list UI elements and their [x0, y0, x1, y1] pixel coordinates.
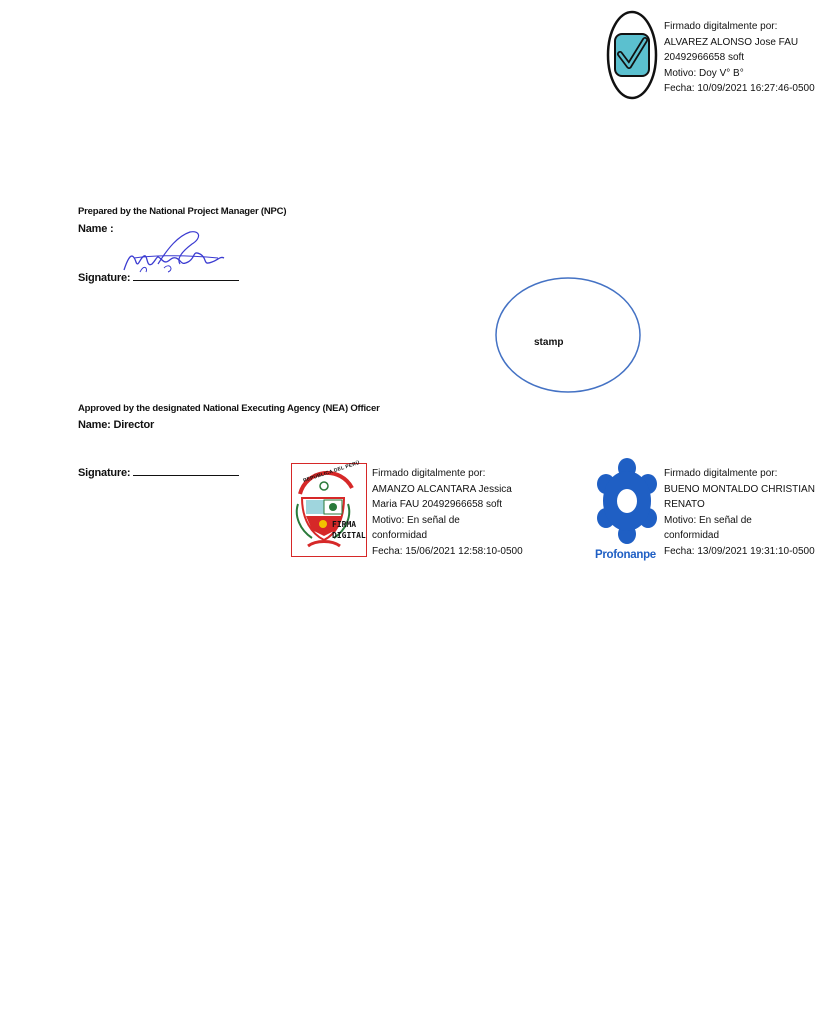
- prepared-signature-label: Signature:: [78, 272, 131, 284]
- mid-signature-text: [372, 466, 523, 559]
- prepared-signature-row: [78, 272, 239, 284]
- seal-word-2: DIGITAL: [332, 531, 366, 540]
- top-signature-text: [664, 19, 815, 97]
- seal-word-1: FIRMA: [332, 520, 357, 529]
- signature-line: ALVAREZ ALONSO Jose FAU: [664, 36, 799, 48]
- right-signature-text: [664, 466, 815, 559]
- profonanpe-wordmark: Profonanpe: [595, 549, 656, 561]
- firma-digital-seal: [291, 460, 367, 557]
- signature-line: Motivo: En señal de: [664, 514, 752, 526]
- stamp-area: [494, 276, 642, 394]
- prepared-heading: Prepared by the National Project Manager (NPC): [78, 206, 287, 217]
- approved-signature-label: Signature:: [78, 467, 131, 479]
- signature-line: conformidad: [664, 530, 720, 541]
- approved-heading: Approved by the designated National Executing Agency (NEA) Officer: [78, 403, 380, 414]
- approved-name-label: Name: Director: [78, 419, 155, 431]
- signature-line: Motivo: En señal de: [372, 514, 460, 526]
- profonanpe-gear-icon: [596, 456, 658, 548]
- signature-line: Firmado digitalmente por:: [664, 21, 778, 32]
- stamp-ellipse: [494, 276, 642, 394]
- signature-line: AMANZO ALCANTARA Jessica: [372, 483, 512, 495]
- profonanpe-logo: [596, 456, 658, 566]
- checkmark-badge-icon: [606, 10, 658, 100]
- prepared-name-label: Name :: [78, 223, 114, 235]
- signature-line: Fecha: 10/09/2021 16:27:46-0500: [664, 83, 815, 94]
- signature-line: BUENO MONTALDO CHRISTIAN: [664, 483, 815, 495]
- signature-line: RENATO: [664, 499, 705, 510]
- signature-line: Firmado digitalmente por:: [372, 468, 486, 479]
- signature-line-blank: [133, 280, 239, 281]
- signature-line: Motivo: Doy V° B°: [664, 67, 744, 79]
- signature-line: Fecha: 15/06/2021 12:58:10-0500: [372, 545, 523, 557]
- signature-line: Fecha: 13/09/2021 19:31:10-0500: [664, 545, 815, 557]
- top-signature-badge: [606, 10, 658, 100]
- signature-line: conformidad: [372, 530, 428, 541]
- approved-signature-row: [78, 467, 239, 479]
- seal-republic-text: REPÚBLICA DEL PERÚ: [302, 460, 361, 484]
- signature-line-blank: [133, 475, 239, 476]
- signature-line: 20492966658 soft: [664, 52, 745, 63]
- handwritten-signature: [118, 228, 228, 278]
- signature-line: Firmado digitalmente por:: [664, 468, 778, 479]
- stamp-label: stamp: [534, 337, 564, 348]
- signature-line: Maria FAU 20492966658 soft: [372, 499, 503, 510]
